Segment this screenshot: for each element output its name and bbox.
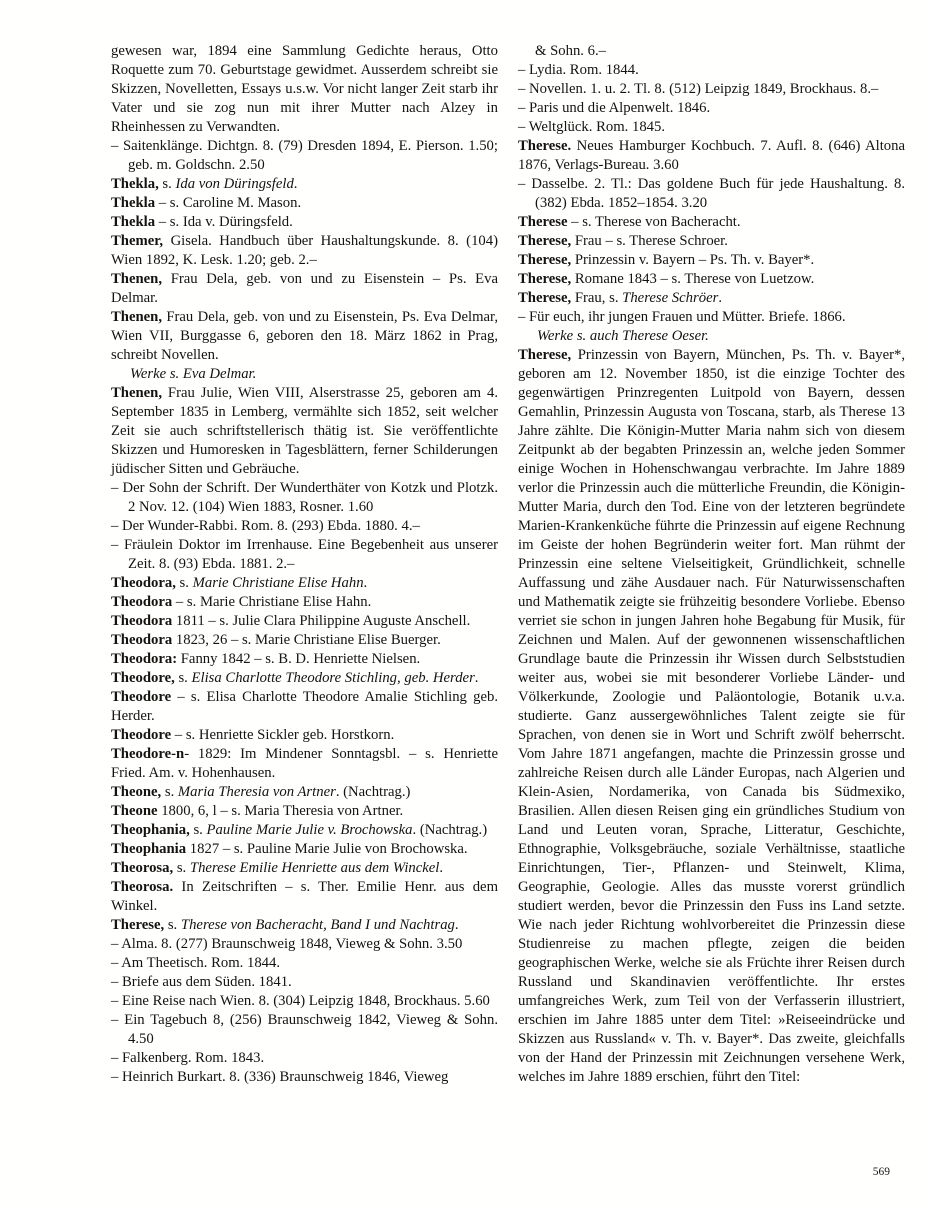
dash-paragraph — [111, 1049, 498, 1068]
entry-paragraph — [111, 650, 498, 669]
entry-headword: Theone, — [111, 784, 162, 800]
text-run: – Ein Tagebuch 8, (256) Braunschweig 1842, Vieweg & Sohn. 4.50 — [111, 1012, 498, 1047]
text-run: – Dasselbe. 2. Tl.: Das goldene Buch für jede Haushaltung. 8. (382) Ebda. 1852–1854. 3.20 — [518, 176, 905, 211]
entry-paragraph — [111, 213, 498, 232]
italic-reference: Therese von Bacheracht, Band I und Nachtrag — [180, 917, 455, 933]
column-right — [518, 42, 905, 1087]
text-run: s. — [175, 575, 193, 591]
text-run: – Eine Reise nach Wien. 8. (304) Leipzig 1848, Brockhaus. 5.60 — [111, 993, 490, 1009]
entry-paragraph — [111, 821, 498, 840]
italic-reference: Pauline Marie Julie v. Brochowska — [206, 822, 413, 838]
text-run: . — [363, 575, 368, 591]
text-run: – s. Ida v. Düringsfeld. — [155, 214, 293, 230]
italic-reference: Werke s. Eva Delmar. — [130, 366, 257, 382]
text-run: Romane 1843 – s. Therese von Luetzow. — [571, 271, 815, 287]
text-run: s. — [164, 917, 181, 933]
italic-reference: Ida von Düringsfeld — [175, 176, 294, 192]
text-run: gewesen war, 1894 eine Sammlung Gedichte heraus, Otto Roquette zum 70. Geburtstage gewidmet. Ausserdem schreibt sie Skizzen, Novelletten, Essays u.s.w. Vor nicht langer Zeit starb ihr Vater und sie zog nun mit ihrer Mutter nach Alzey in Rheinhessen zu Verwandten. — [111, 43, 498, 135]
entry-paragraph — [111, 916, 498, 935]
entry-headword: Therese, — [518, 233, 572, 249]
dash-paragraph — [111, 536, 498, 574]
entry-headword: Theodora, — [111, 575, 176, 591]
text-run: . — [474, 670, 479, 686]
text-run: s. — [189, 822, 207, 838]
text-run: – s. Caroline M. Mason. — [155, 195, 302, 211]
contindent-paragraph — [518, 42, 905, 61]
entry-headword: Therese, — [518, 347, 572, 363]
text-run: – Falkenberg. Rom. 1843. — [111, 1050, 265, 1066]
text-run: – Der Wunder-Rabbi. Rom. 8. (293) Ebda. 1880. 4.– — [111, 518, 420, 534]
dash-paragraph — [111, 935, 498, 954]
text-run: s. — [173, 860, 190, 876]
entry-headword: Therese, — [111, 917, 165, 933]
entry-paragraph — [111, 745, 498, 783]
text-run: Frau Dela, geb. von und zu Eisenstein, Ps. Eva Delmar, Wien VII, Burggasse 6, geboren den 18. März 1862 in Prag, schreibt Novellen. — [111, 309, 498, 363]
entry-paragraph — [111, 270, 498, 308]
text-run: . (Nachtrag.) — [335, 784, 411, 800]
italic-reference: Therese Emilie Henriette aus dem Winckel — [189, 860, 440, 876]
dash-paragraph — [111, 137, 498, 175]
entry-headword: Theodora — [111, 613, 173, 629]
entry-paragraph — [111, 688, 498, 726]
text-run: s. — [161, 784, 178, 800]
text-run: 1827 – s. Pauline Marie Julie von Brochowska. — [186, 841, 468, 857]
text-run: s. — [174, 670, 192, 686]
text-run: Fanny 1842 – s. B. D. Henriette Nielsen. — [177, 651, 421, 667]
entry-headword: Theodora: — [111, 651, 178, 667]
entry-headword: Theorosa, — [111, 860, 174, 876]
entry-paragraph — [111, 593, 498, 612]
entry-headword: Thenen, — [111, 385, 163, 401]
text-run: s. — [158, 176, 176, 192]
entry-paragraph — [111, 840, 498, 859]
text-run: Neues Hamburger Kochbuch. 7. Aufl. 8. (646) Altona 1876, Verlags-Bureau. 3.60 — [518, 138, 905, 173]
text-run: – Lydia. Rom. 1844. — [518, 62, 639, 78]
text-run: . (Nachtrag.) — [412, 822, 488, 838]
entry-headword: Theophania — [111, 841, 187, 857]
entry-paragraph — [111, 384, 498, 479]
entry-paragraph — [111, 878, 498, 916]
text-run: Frau, s. — [571, 290, 623, 306]
plain-paragraph — [111, 42, 498, 137]
text-run: – Briefe aus dem Süden. 1841. — [111, 974, 292, 990]
werke-paragraph — [111, 365, 498, 384]
entry-paragraph — [518, 232, 905, 251]
entry-paragraph — [111, 802, 498, 821]
text-run: 1800, 6, l – s. Maria Theresia von Artner. — [157, 803, 404, 819]
entry-headword: Therese — [518, 214, 568, 230]
dash-paragraph — [111, 973, 498, 992]
entry-paragraph — [111, 574, 498, 593]
entry-paragraph — [111, 612, 498, 631]
entry-paragraph — [111, 783, 498, 802]
entry-headword: Theorosa. — [111, 879, 174, 895]
entry-headword: Thenen, — [111, 309, 163, 325]
entry-headword: Theone — [111, 803, 158, 819]
entry-paragraph — [111, 232, 498, 270]
entry-headword: Theodore-n — [111, 746, 185, 762]
dash-paragraph — [111, 517, 498, 536]
text-run: – Novellen. 1. u. 2. Tl. 8. (512) Leipzig 1849, Brockhaus. 8.– — [518, 81, 879, 97]
dash-paragraph — [518, 99, 905, 118]
dash-paragraph — [111, 1011, 498, 1049]
dash-paragraph — [518, 308, 905, 327]
page-number: 569 — [872, 1166, 890, 1178]
text-run: – s. Elisa Charlotte Theodore Amalie Stichling geb. Herder. — [111, 689, 498, 724]
entry-paragraph — [111, 631, 498, 650]
dash-paragraph — [111, 1068, 498, 1087]
entry-paragraph — [518, 137, 905, 175]
text-run: – Heinrich Burkart. 8. (336) Braunschweig 1846, Vieweg — [111, 1069, 449, 1085]
text-run: . — [439, 860, 444, 876]
entry-paragraph — [518, 270, 905, 289]
entry-headword: Therese, — [518, 271, 572, 287]
entry-headword: Thekla — [111, 214, 156, 230]
text-run: – Fräulein Doktor im Irrenhause. Eine Begebenheit aus unserer Zeit. 8. (93) Ebda. 1881. 2.– — [111, 537, 498, 572]
text-run: & Sohn. 6.– — [535, 43, 606, 59]
werke-paragraph — [518, 327, 905, 346]
text-run: Gisela. Handbuch über Haushaltungskunde. 8. (104) Wien 1892, K. Lesk. 1.20; geb. 2.– — [111, 233, 498, 268]
text-run: 1823, 26 – s. Marie Christiane Elise Buerger. — [172, 632, 441, 648]
dash-paragraph — [518, 80, 905, 99]
entry-headword: Thekla — [111, 195, 156, 211]
entry-headword: Theodora — [111, 594, 173, 610]
text-run: – Saitenklänge. Dichtgn. 8. (79) Dresden 1894, E. Pierson. 1.50; geb. m. Goldschn. 2.50 — [111, 138, 498, 173]
dash-paragraph — [111, 992, 498, 1011]
dash-paragraph — [518, 61, 905, 80]
text-run: – Für euch, ihr jungen Frauen und Mütter. Briefe. 1866. — [518, 309, 846, 325]
entry-paragraph — [518, 346, 905, 1087]
text-run: Prinzessin v. Bayern – Ps. Th. v. Bayer*. — [571, 252, 815, 268]
text-run: – s. Therese von Bacheracht. — [567, 214, 741, 230]
entry-headword: Theodore — [111, 689, 172, 705]
entry-headword: Theodore — [111, 727, 172, 743]
entry-headword: Themer, — [111, 233, 164, 249]
italic-reference: Elisa Charlotte Theodore Stichling, geb. Herder — [191, 670, 475, 686]
entry-headword: Theodora — [111, 632, 173, 648]
dash-paragraph — [111, 479, 498, 517]
dash-paragraph — [111, 954, 498, 973]
italic-reference: Therese Schröer — [622, 290, 719, 306]
entry-paragraph — [518, 213, 905, 232]
entry-headword: Theophania, — [111, 822, 190, 838]
entry-paragraph — [111, 726, 498, 745]
text-run: – Weltglück. Rom. 1845. — [518, 119, 666, 135]
entry-paragraph — [111, 859, 498, 878]
text-run: – Der Sohn der Schrift. Der Wunderthäter von Kotzk und Plotzk. 2 Nov. 12. (104) Wien 1883, Rosner. 1.60 — [111, 480, 498, 515]
entry-headword: Theodore, — [111, 670, 175, 686]
text-run: – Paris und die Alpenwelt. 1846. — [518, 100, 711, 116]
text-run: In Zeitschriften – s. Ther. Emilie Henr. aus dem Winkel. — [111, 879, 498, 914]
entry-paragraph — [111, 194, 498, 213]
text-columns — [111, 42, 906, 1087]
text-run: – s. Henriette Sickler geb. Horstkorn. — [171, 727, 395, 743]
entry-paragraph — [518, 289, 905, 308]
text-run: – s. Marie Christiane Elise Hahn. — [172, 594, 372, 610]
text-run: . — [454, 917, 459, 933]
text-run: . — [293, 176, 298, 192]
text-run: Frau Julie, Wien VIII, Alserstrasse 25, geboren am 4. September 1835 in Lemberg, vermählte sich 1852, seit welcher Zeit sie auch schriftstellerisch thätig ist. Sie veröffentlichte Skizzen und Humoresken in Tagesblättern, ferner Schilderungen jüdischer Sitten und Gebräuche. — [111, 385, 498, 477]
entry-paragraph — [111, 175, 498, 194]
text-run: – Am Theetisch. Rom. 1844. — [111, 955, 281, 971]
dash-paragraph — [518, 175, 905, 213]
text-run: – Alma. 8. (277) Braunschweig 1848, Vieweg & Sohn. 3.50 — [111, 936, 463, 952]
column-left — [111, 42, 498, 1087]
text-run: Frau Dela, geb. von und zu Eisenstein – Ps. Eva Delmar. — [111, 271, 498, 306]
text-run: Frau – s. Therese Schroer. — [571, 233, 728, 249]
entry-headword: Thenen, — [111, 271, 163, 287]
italic-reference: Maria Theresia von Artner — [177, 784, 336, 800]
dash-paragraph — [518, 118, 905, 137]
entry-headword: Therese. — [518, 138, 572, 154]
text-run: 1811 – s. Julie Clara Philippine Auguste Anschell. — [172, 613, 471, 629]
text-run: Prinzessin von Bayern, München, Ps. Th. v. Bayer*, geboren am 12. November 1850, ist die einzige Tochter des gegenwärtigen Prinzregenten Luitpold von Bayern, dessen Gemahlin, Prinzessin Augusta von Toscana, starb, als Therese 13 Jahre zählte. Die Königin-Mutter Maria nahm sich von diesem Zeitpunkt ab der begabten Prinzessin an, welche jeden Sommer einige Wochen in Hohenschwangau verbrachte. Im Jahre 1889 verlor die Prinzessin auch die mütterliche Freundin, die Königin-Mutter Maria, durch den Tod. Eine von der letzteren begründete Marien-Krankenküche führte die Prinzessin auf eigene Rechnung im Geiste der hohen Begründerin weiter fort. Man rühmt der Prinzessin eine seltene Vielseitigkeit, Gründlichkeit, schnelle Auffassung und zähe Ausdauer nach. Für Naturwissenschaften und Mathematik zeigte sie frühzeitig besondere Vorliebe. Ebenso verriet sie schon in jungen Jahren hohe Begabung für Musik, für Zeichnen und Malen. Auf der gewonnenen wissenschaftlichen Grundlage baute die Prinzessin ihr Wissen durch Selbststudien weiter aus, wobei sie mit besonderer Vorliebe Länder- und Völkerkunde, Zoologie und Paläontologie, Botanik u.v.a. studierte. Ganz aussergewöhnliches Talent zeigte sie für Sprachen, von denen sie in Wort und Schrift zwölf beherrscht. Vom Jahre 1871 angefangen, machte die Prinzessin grosse und zahlreiche Reisen durch alle Länder Europas, nach Algerien und Klein-Asien, Nordamerika, von Canada bis Südmexiko, Brasilien. Allen diesen Reisen ging ein gründliches Studium von Land und Leuten voran, Sprache, Litteratur, Geschichte, Ethnographie, Volksgebräuche, soziale Verhältnisse, staatliche Einrichtungen, Tier-, Pflanzen- und Steinwelt, Klima, Geographie, Geologie. Alles das musste vorerst gründlich studiert werden, bevor die Prinzessin den Fuss ins Land setzte. Wie nach jeder Richtung wohlvorbereitet die Prinzessin diese Studienreise zu machen pflegte, zeigen die beiden geographischen Werke, welche sie als Früchte ihrer Reisen durch Russland und Skandinavien veröffentlichte. Ihr erstes umfangreiches Werk, zum Teil von der Verfasserin illustriert, erschien im Jahre 1885 unter dem Titel: »Reiseeindrücke und Skizzen aus Russland« v. Th. v. Bayer*. Das zweite, gleichfalls von der Hand der Prinzessin mit Zeichnungen versehene Werk, welches im Jahre 1889 erschien, führt den Titel: — [518, 347, 905, 1085]
italic-reference: Marie Christiane Elise Hahn — [192, 575, 364, 591]
entry-paragraph — [111, 308, 498, 365]
entry-headword: Thekla, — [111, 176, 159, 192]
entry-headword: Therese, — [518, 252, 572, 268]
text-run: . — [718, 290, 722, 306]
entry-paragraph — [111, 669, 498, 688]
entry-headword: Therese, — [518, 290, 572, 306]
text-run: - 1829: Im Mindener Sonntagsbl. – s. Henriette Fried. Am. v. Hohenhausen. — [111, 746, 498, 781]
entry-paragraph — [518, 251, 905, 270]
italic-reference: Werke s. auch Therese Oeser. — [537, 328, 709, 344]
